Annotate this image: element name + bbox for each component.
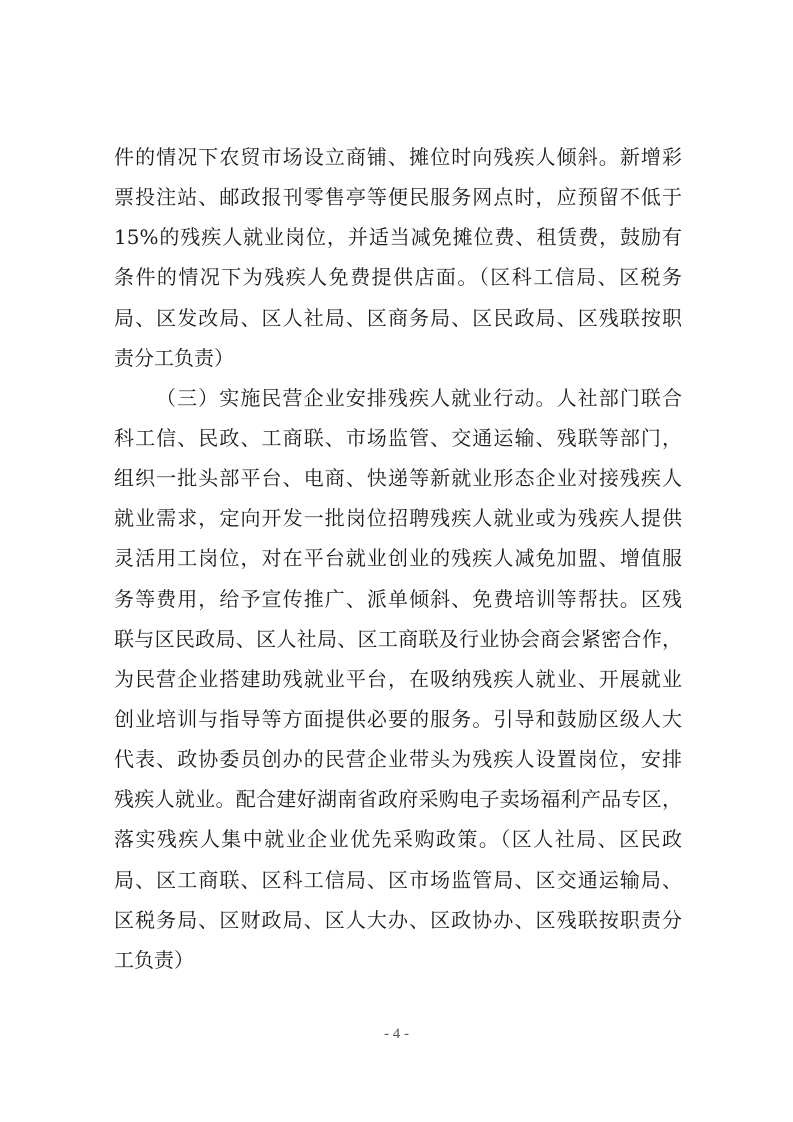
text-line: 联与区民政局、区人社局、区工商联及行业协会商会紧密合作， [114,626,682,651]
page-number: - 4 - [384,1026,409,1042]
text-line: 15%的残疾人就业岗位，并适当减免摊位费、租赁费，鼓励有 [114,225,682,250]
paragraph-2 [114,378,682,980]
text-line: 务等费用，给予宣传推广、派单倾斜、免费培训等帮扶。区残 [114,586,682,611]
text-span: 人社部门联合 [556,385,683,410]
text-line: 局、区工商联、区科工信局、区市场监管局、区交通运输局、 [114,867,682,892]
text-line: 局、区发改局、区人社局、区商务局、区民政局、区残联按职 [114,305,682,330]
text-line [114,378,682,418]
paragraph-1 [114,137,682,378]
text-line: 区税务局、区财政局、区人大办、区政协办、区残联按职责分 [114,907,682,932]
text-line: 创业培训与指导等方面提供必要的服务。引导和鼓励区级人大 [114,706,682,731]
text-line: 为民营企业搭建助残就业平台，在吸纳残疾人就业、开展就业 [114,666,682,691]
text-line: 责分工负责） [114,345,234,370]
text-line: 科工信、民政、工商联、市场监管、交通运输、残联等部门， [114,425,682,450]
text-line: 票投注站、邮政报刊零售亭等便民服务网点时，应预留不低于 [114,185,682,210]
text-line: 代表、政协委员创办的民营企业带头为残疾人设置岗位，安排 [114,747,682,772]
section-heading: （三）实施民营企业安排残疾人就业行动。 [156,385,557,410]
text-line: 灵活用工岗位，对在平台就业创业的残疾人减免加盟、增值服 [114,546,682,571]
text-line: 件的情况下农贸市场设立商铺、摊位时向残疾人倾斜。新增彩 [114,145,682,169]
document-body [114,137,682,980]
text-line: 残疾人就业。配合建好湖南省政府采购电子卖场福利产品专区， [114,787,682,812]
text-line: 组织一批头部平台、电商、快递等新就业形态企业对接残疾人 [114,466,682,491]
text-line: 工负责） [114,947,194,972]
text-line: 就业需求，定向开发一批岗位招聘残疾人就业或为残疾人提供 [114,506,682,531]
text-line: 落实残疾人集中就业企业优先采购政策。（区人社局、区民政 [114,827,682,852]
text-line: 条件的情况下为残疾人免费提供店面。（区科工信局、区税务 [114,265,682,290]
